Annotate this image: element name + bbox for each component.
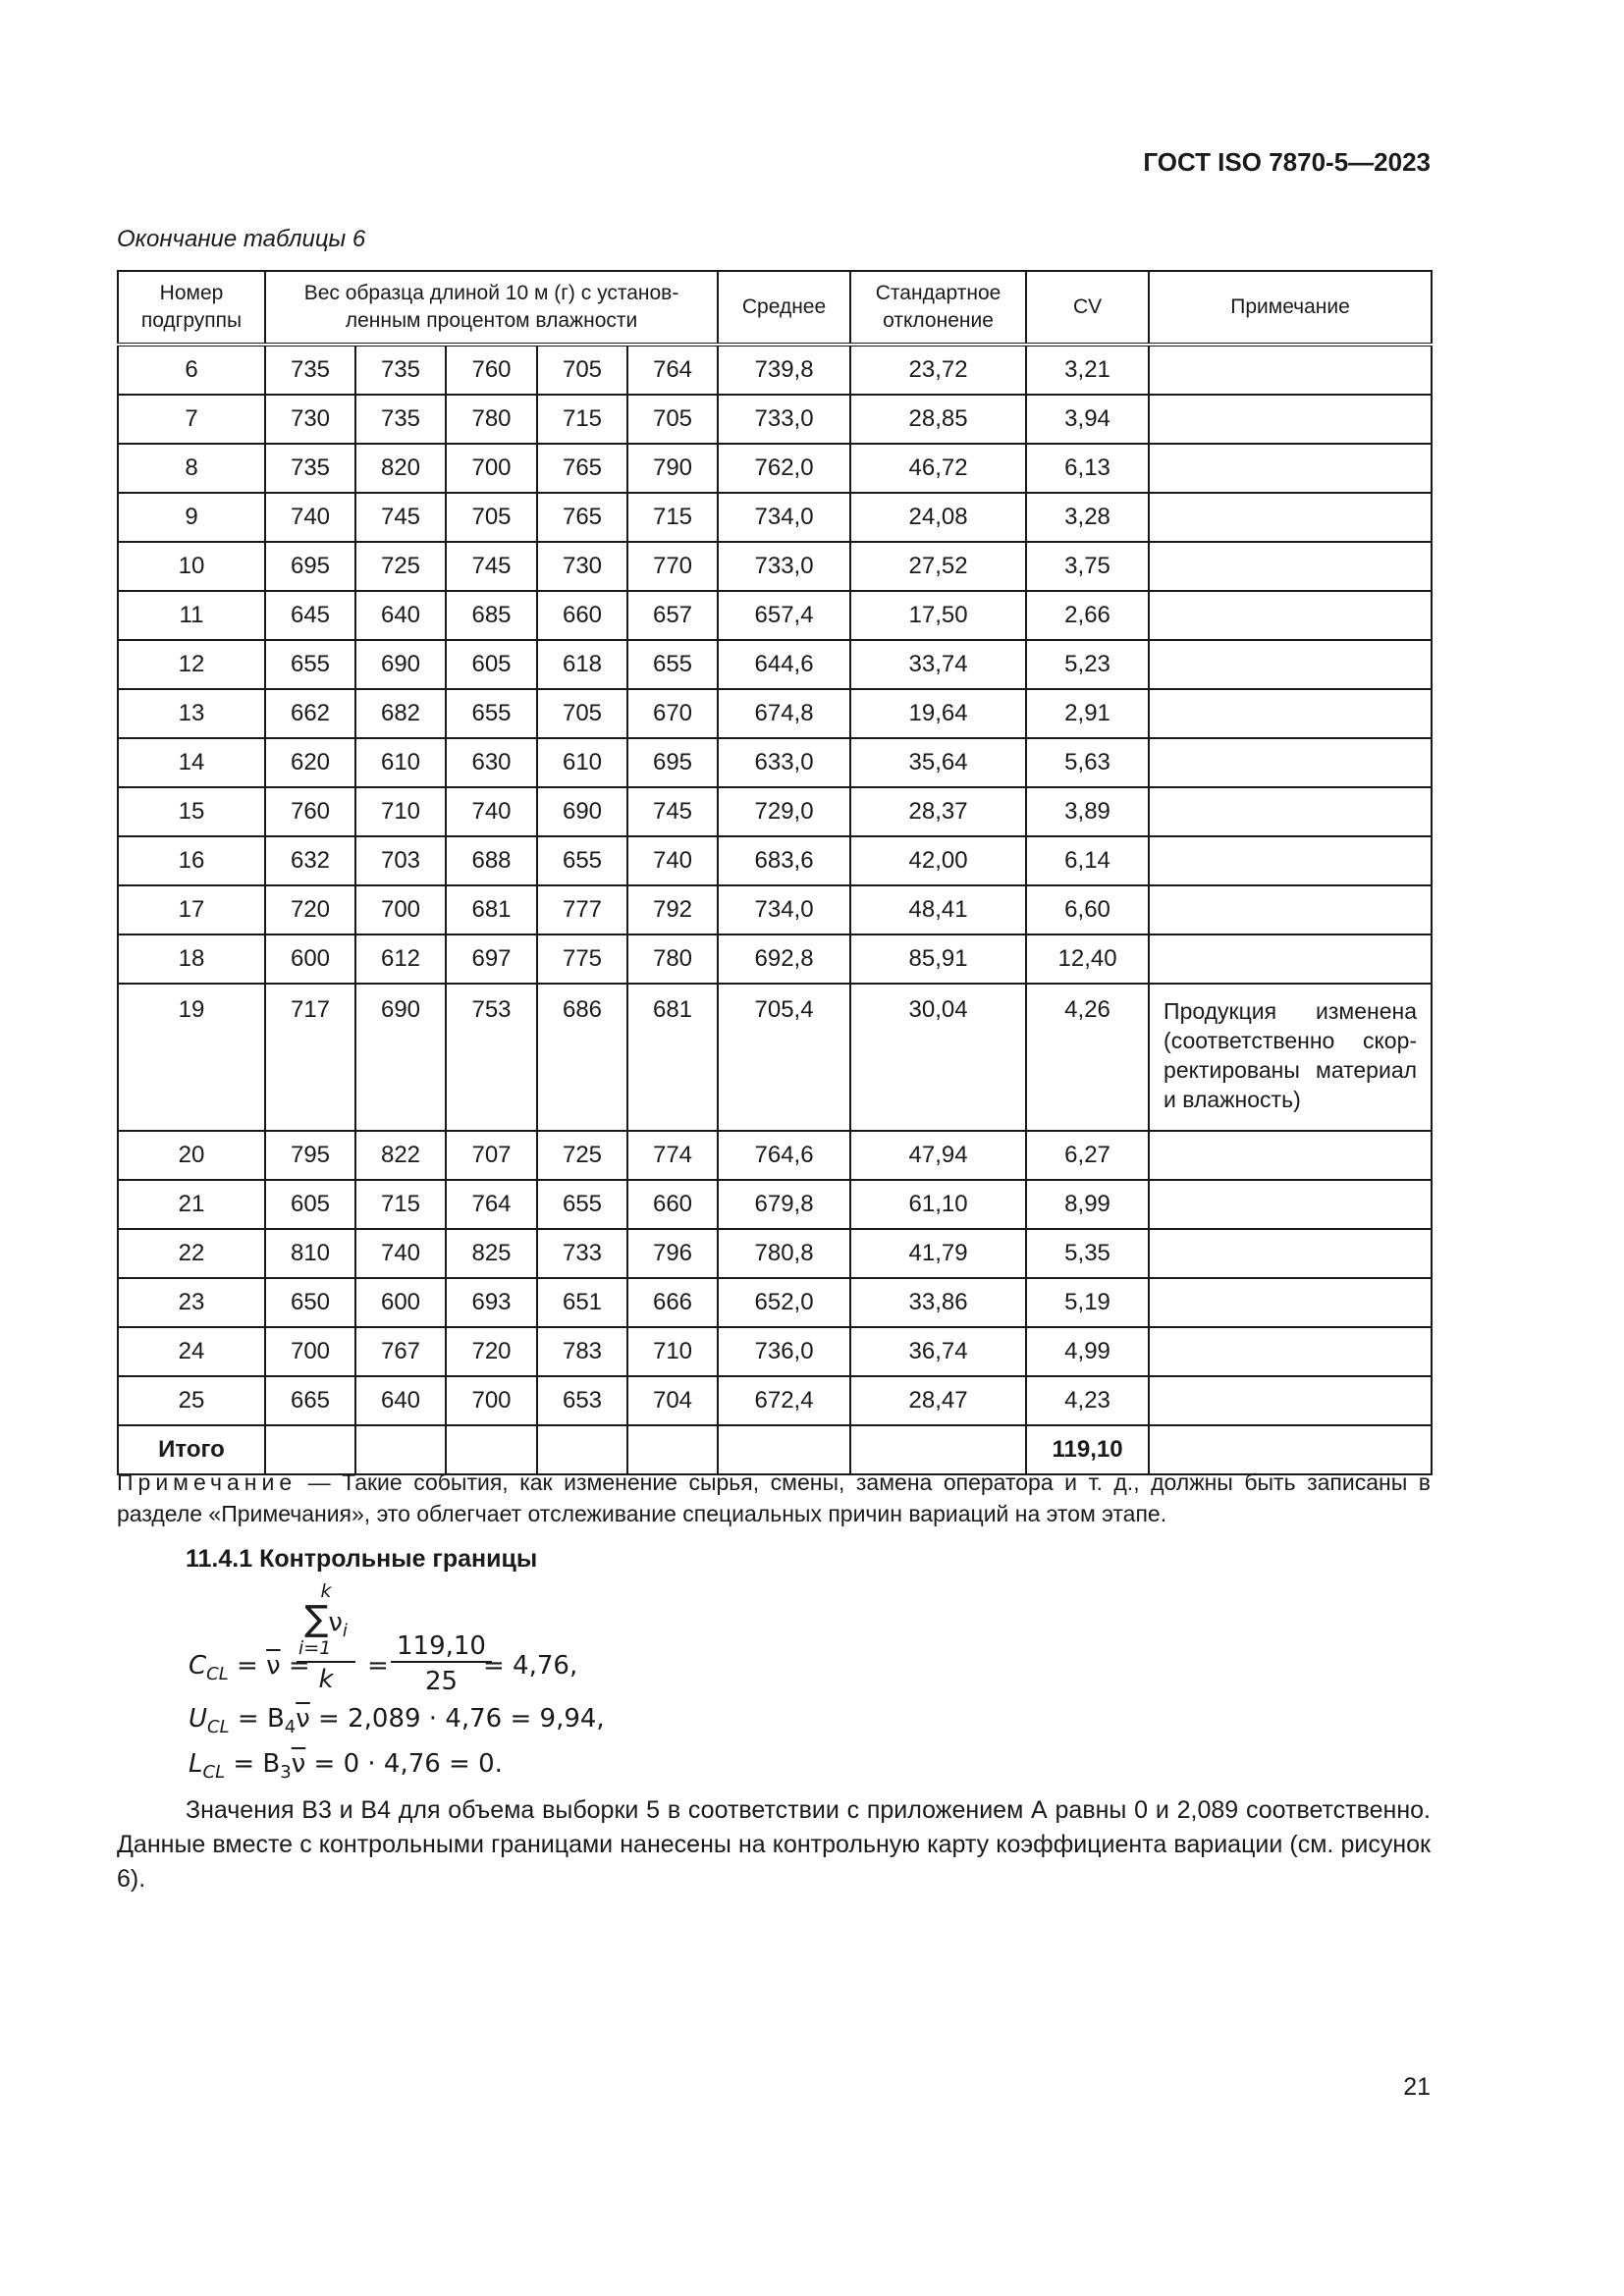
table-row bbox=[118, 738, 1432, 787]
cell-cv: 3,94 bbox=[1026, 395, 1149, 444]
cell-weight: 735 bbox=[265, 345, 355, 395]
cell-subgroup: 10 bbox=[118, 542, 265, 591]
ucl-sub: 4 bbox=[284, 1717, 297, 1738]
table-header-row bbox=[118, 271, 1432, 345]
sum-term: ν bbox=[328, 1608, 343, 1637]
frac-num: 119,10 bbox=[391, 1631, 492, 1663]
equals: = bbox=[237, 1651, 267, 1681]
cell-weight: 700 bbox=[446, 1376, 537, 1425]
note-label: Примечание bbox=[117, 1469, 298, 1495]
cell-weight: 705 bbox=[627, 395, 718, 444]
cell-weight: 770 bbox=[627, 542, 718, 591]
cell-note bbox=[1149, 542, 1432, 591]
cell-std: 61,10 bbox=[850, 1180, 1026, 1229]
cell-weight: 720 bbox=[446, 1327, 537, 1376]
cell-cv: 3,75 bbox=[1026, 542, 1149, 591]
cell-weight: 733 bbox=[537, 1229, 627, 1278]
cell-subgroup: 18 bbox=[118, 934, 265, 984]
cell-weight: 745 bbox=[355, 493, 446, 542]
note-text: — Такие события, как изменение сырья, смены, замена оператора и т. д., должны быть записаны в разделе «Примечания», это облегчает отслеживание специальных причин вариаций на этом этапе. bbox=[117, 1469, 1431, 1526]
cell-weight: 700 bbox=[265, 1327, 355, 1376]
cell-note bbox=[1149, 1278, 1432, 1327]
cell-subgroup: 25 bbox=[118, 1376, 265, 1425]
cell-weight: 618 bbox=[537, 640, 627, 689]
cell-cv: 2,91 bbox=[1026, 689, 1149, 738]
page-number: 21 bbox=[1403, 2073, 1431, 2101]
table-row bbox=[118, 444, 1432, 493]
cell-mean: 683,6 bbox=[718, 836, 850, 885]
cell-mean: 657,4 bbox=[718, 591, 850, 640]
cell-note bbox=[1149, 836, 1432, 885]
table-row bbox=[118, 1131, 1432, 1180]
cell-mean: 734,0 bbox=[718, 885, 850, 934]
cell-cv: 5,35 bbox=[1026, 1229, 1149, 1278]
cell-cv: 3,89 bbox=[1026, 787, 1149, 836]
table-row bbox=[118, 591, 1432, 640]
cell-weight: 715 bbox=[355, 1180, 446, 1229]
ucl-eq: = B bbox=[237, 1704, 285, 1734]
cell-std: 33,86 bbox=[850, 1278, 1026, 1327]
table-row bbox=[118, 493, 1432, 542]
table-row bbox=[118, 836, 1432, 885]
cell-weight: 745 bbox=[627, 787, 718, 836]
cell-cv: 6,27 bbox=[1026, 1131, 1149, 1180]
cell-weight: 697 bbox=[446, 934, 537, 984]
cell-weight: 774 bbox=[627, 1131, 718, 1180]
cell-weight: 666 bbox=[627, 1278, 718, 1327]
cell-note bbox=[1149, 591, 1432, 640]
cell-weight: 693 bbox=[446, 1278, 537, 1327]
cell-cv: 5,19 bbox=[1026, 1278, 1149, 1327]
cell-weight: 765 bbox=[537, 493, 627, 542]
cell-std: 46,72 bbox=[850, 444, 1026, 493]
lcl-rest: $\overline{\nu} = 0 \cdot 4,76 = 0$. bbox=[291, 1749, 503, 1779]
cell-weight: 760 bbox=[446, 345, 537, 395]
cell-cv: 5,63 bbox=[1026, 738, 1149, 787]
cell-note bbox=[1149, 1229, 1432, 1278]
cell-note bbox=[1149, 1131, 1432, 1180]
numeric-fraction bbox=[391, 1631, 492, 1696]
cell-mean: 672,4 bbox=[718, 1376, 850, 1425]
cell-note bbox=[1149, 444, 1432, 493]
lcl-eq: = B bbox=[233, 1749, 281, 1779]
header-mean: Среднее bbox=[718, 271, 850, 345]
sum-index: i bbox=[342, 1621, 348, 1642]
cell-weight: 707 bbox=[446, 1131, 537, 1180]
table-row bbox=[118, 345, 1432, 395]
cell-subgroup: 16 bbox=[118, 836, 265, 885]
cell-weight: 745 bbox=[446, 542, 537, 591]
cell-weight: 796 bbox=[627, 1229, 718, 1278]
cell-weight: 825 bbox=[446, 1229, 537, 1278]
cell-weight: 792 bbox=[627, 885, 718, 934]
cell-weight: 753 bbox=[446, 984, 537, 1131]
cell-mean: 692,8 bbox=[718, 934, 850, 984]
cell-note bbox=[1149, 787, 1432, 836]
cell-weight: 810 bbox=[265, 1229, 355, 1278]
header-note: Примечание bbox=[1149, 271, 1432, 345]
k-denominator: k bbox=[318, 1665, 334, 1694]
cell-weight: 777 bbox=[537, 885, 627, 934]
cell-weight: 740 bbox=[355, 1229, 446, 1278]
cell-weight: 740 bbox=[627, 836, 718, 885]
sum-bottom: i=1 bbox=[297, 1637, 355, 1663]
cell-cv: 5,23 bbox=[1026, 640, 1149, 689]
cell-weight: 740 bbox=[446, 787, 537, 836]
table-row bbox=[118, 1278, 1432, 1327]
cell-weight: 655 bbox=[446, 689, 537, 738]
cell-subgroup: 22 bbox=[118, 1229, 265, 1278]
cell-std: 41,79 bbox=[850, 1229, 1026, 1278]
cell-subgroup: 20 bbox=[118, 1131, 265, 1180]
cell-mean: 736,0 bbox=[718, 1327, 850, 1376]
table-row bbox=[118, 395, 1432, 444]
table-note bbox=[117, 1467, 1431, 1529]
cell-std: 36,74 bbox=[850, 1327, 1026, 1376]
cell-cv: 12,40 bbox=[1026, 934, 1149, 984]
cell-subgroup: 15 bbox=[118, 787, 265, 836]
cell-cv: 8,99 bbox=[1026, 1180, 1149, 1229]
nu-bar: $\overline{\nu}$ bbox=[266, 1651, 281, 1681]
cell-std: 28,47 bbox=[850, 1376, 1026, 1425]
cell-mean: 764,6 bbox=[718, 1131, 850, 1180]
cell-note bbox=[1149, 1376, 1432, 1425]
cell-weight: 600 bbox=[265, 934, 355, 984]
cell-weight: 795 bbox=[265, 1131, 355, 1180]
sigma-icon: ∑ bbox=[304, 1599, 329, 1639]
cell-weight: 820 bbox=[355, 444, 446, 493]
cl-symbol: C bbox=[189, 1651, 207, 1681]
cell-weight: 730 bbox=[537, 542, 627, 591]
cell-subgroup: 6 bbox=[118, 345, 265, 395]
cell-weight: 710 bbox=[627, 1327, 718, 1376]
cell-std: 42,00 bbox=[850, 836, 1026, 885]
header-subgroup: Номер подгруппы bbox=[118, 271, 265, 345]
cell-weight: 765 bbox=[537, 444, 627, 493]
ucl-rest: $\overline{\nu} = 2,089 \cdot 4,76 = 9,94$, bbox=[296, 1704, 605, 1734]
cell-weight: 720 bbox=[265, 885, 355, 934]
cell-weight: 690 bbox=[355, 640, 446, 689]
cell-weight: 710 bbox=[355, 787, 446, 836]
cell-weight: 686 bbox=[537, 984, 627, 1131]
cell-subgroup: 8 bbox=[118, 444, 265, 493]
cell-std: 33,74 bbox=[850, 640, 1026, 689]
cell-weight: 717 bbox=[265, 984, 355, 1131]
cell-weight: 735 bbox=[265, 444, 355, 493]
cell-weight: 780 bbox=[446, 395, 537, 444]
cell-weight: 653 bbox=[537, 1376, 627, 1425]
cell-subgroup: 21 bbox=[118, 1180, 265, 1229]
table-row bbox=[118, 542, 1432, 591]
cell-weight: 660 bbox=[627, 1180, 718, 1229]
cell-std: 24,08 bbox=[850, 493, 1026, 542]
cell-weight: 690 bbox=[355, 984, 446, 1131]
cell-weight: 760 bbox=[265, 787, 355, 836]
cell-note: Продукция изменена (соответственно скор-ректированы материал и влажность) bbox=[1149, 984, 1432, 1131]
table-row bbox=[118, 1376, 1432, 1425]
cell-std: 35,64 bbox=[850, 738, 1026, 787]
cell-weight: 695 bbox=[265, 542, 355, 591]
table-row bbox=[118, 689, 1432, 738]
cell-cv: 6,13 bbox=[1026, 444, 1149, 493]
cell-note bbox=[1149, 640, 1432, 689]
lcl-sub: 3 bbox=[280, 1762, 292, 1784]
cell-weight: 730 bbox=[265, 395, 355, 444]
cell-weight: 735 bbox=[355, 395, 446, 444]
cell-mean: 780,8 bbox=[718, 1229, 850, 1278]
cell-weight: 775 bbox=[537, 934, 627, 984]
cell-weight: 704 bbox=[627, 1376, 718, 1425]
body-paragraph: Значения B3 и B4 для объема выборки 5 в соответствии с приложением А равны 0 и 2,089 соответственно. Данные вместе с контрольными границами нанесены на контрольную карту коэффициента вариации (см. рисунок 6). bbox=[117, 1796, 1431, 1893]
cell-subgroup: 24 bbox=[118, 1327, 265, 1376]
cell-weight: 651 bbox=[537, 1278, 627, 1327]
cell-weight: 655 bbox=[537, 1180, 627, 1229]
cell-weight: 605 bbox=[446, 640, 537, 689]
cell-std: 28,85 bbox=[850, 395, 1026, 444]
cell-weight: 610 bbox=[355, 738, 446, 787]
cell-weight: 681 bbox=[446, 885, 537, 934]
cell-weight: 600 bbox=[355, 1278, 446, 1327]
cell-weight: 822 bbox=[355, 1131, 446, 1180]
cell-weight: 610 bbox=[537, 738, 627, 787]
cell-weight: 735 bbox=[355, 345, 446, 395]
cell-std: 48,41 bbox=[850, 885, 1026, 934]
cell-mean: 734,0 bbox=[718, 493, 850, 542]
cell-std: 28,37 bbox=[850, 787, 1026, 836]
cell-subgroup: 19 bbox=[118, 984, 265, 1131]
cell-cv: 3,28 bbox=[1026, 493, 1149, 542]
cell-cv: 4,99 bbox=[1026, 1327, 1149, 1376]
cell-weight: 665 bbox=[265, 1376, 355, 1425]
cell-weight: 783 bbox=[537, 1327, 627, 1376]
cell-std: 17,50 bbox=[850, 591, 1026, 640]
table-row bbox=[118, 984, 1432, 1131]
frac-den: 25 bbox=[424, 1667, 459, 1696]
cell-subgroup: 9 bbox=[118, 493, 265, 542]
cell-note bbox=[1149, 1180, 1432, 1229]
cell-weight: 640 bbox=[355, 591, 446, 640]
cell-weight: 690 bbox=[537, 787, 627, 836]
cell-weight: 657 bbox=[627, 591, 718, 640]
total-cv: 119,10 bbox=[1026, 1425, 1149, 1474]
cell-weight: 655 bbox=[265, 640, 355, 689]
cell-mean: 633,0 bbox=[718, 738, 850, 787]
table-row bbox=[118, 885, 1432, 934]
cell-weight: 780 bbox=[627, 934, 718, 984]
header-cv: CV bbox=[1026, 271, 1149, 345]
cell-weight: 632 bbox=[265, 836, 355, 885]
header-std: Стандартное отклонение bbox=[850, 271, 1026, 345]
cell-weight: 650 bbox=[265, 1278, 355, 1327]
cell-weight: 681 bbox=[627, 984, 718, 1131]
cell-subgroup: 23 bbox=[118, 1278, 265, 1327]
cl-result: = 4,76, bbox=[483, 1651, 578, 1681]
cell-weight: 620 bbox=[265, 738, 355, 787]
cell-mean: 729,0 bbox=[718, 787, 850, 836]
cell-weight: 640 bbox=[355, 1376, 446, 1425]
cell-weight: 682 bbox=[355, 689, 446, 738]
cell-note bbox=[1149, 738, 1432, 787]
cell-mean: 762,0 bbox=[718, 444, 850, 493]
cell-cv: 6,60 bbox=[1026, 885, 1149, 934]
cell-weight: 725 bbox=[537, 1131, 627, 1180]
table-row bbox=[118, 1229, 1432, 1278]
sum-fraction bbox=[297, 1580, 355, 1694]
cell-note bbox=[1149, 934, 1432, 984]
cell-cv: 4,23 bbox=[1026, 1376, 1149, 1425]
cell-mean: 644,6 bbox=[718, 640, 850, 689]
cell-weight: 700 bbox=[446, 444, 537, 493]
cell-weight: 670 bbox=[627, 689, 718, 738]
cell-cv: 4,26 bbox=[1026, 984, 1149, 1131]
cell-subgroup: 7 bbox=[118, 395, 265, 444]
cell-note bbox=[1149, 689, 1432, 738]
cell-weight: 688 bbox=[446, 836, 537, 885]
cell-std: 85,91 bbox=[850, 934, 1026, 984]
cell-note bbox=[1149, 1327, 1432, 1376]
cell-weight: 660 bbox=[537, 591, 627, 640]
cell-weight: 630 bbox=[446, 738, 537, 787]
table-caption: Окончание таблицы 6 bbox=[117, 226, 366, 252]
cell-cv: 3,21 bbox=[1026, 345, 1149, 395]
cell-subgroup: 14 bbox=[118, 738, 265, 787]
table-row bbox=[118, 1180, 1432, 1229]
cell-std: 47,94 bbox=[850, 1131, 1026, 1180]
cell-subgroup: 12 bbox=[118, 640, 265, 689]
cell-weight: 740 bbox=[265, 493, 355, 542]
cell-weight: 715 bbox=[627, 493, 718, 542]
cell-weight: 655 bbox=[627, 640, 718, 689]
cell-mean: 705,4 bbox=[718, 984, 850, 1131]
cell-weight: 764 bbox=[446, 1180, 537, 1229]
table-row bbox=[118, 787, 1432, 836]
cell-cv: 6,14 bbox=[1026, 836, 1149, 885]
cell-note bbox=[1149, 395, 1432, 444]
cell-mean: 733,0 bbox=[718, 542, 850, 591]
equals-2: = bbox=[367, 1651, 389, 1681]
cell-mean: 739,8 bbox=[718, 345, 850, 395]
cell-note bbox=[1149, 885, 1432, 934]
cell-weight: 695 bbox=[627, 738, 718, 787]
data-table bbox=[117, 270, 1433, 1475]
total-label: Итого bbox=[118, 1425, 265, 1474]
cell-cv: 2,66 bbox=[1026, 591, 1149, 640]
cell-weight: 612 bbox=[355, 934, 446, 984]
cell-note bbox=[1149, 493, 1432, 542]
formula-lcl: $L_{CL} = B_3\overline{\nu} = 0 \cdot 4,76 = 0$. bbox=[189, 1749, 503, 1784]
table-row bbox=[118, 640, 1432, 689]
cell-std: 30,04 bbox=[850, 984, 1026, 1131]
cell-weight: 715 bbox=[537, 395, 627, 444]
cell-note bbox=[1149, 345, 1432, 395]
cell-weight: 705 bbox=[446, 493, 537, 542]
cell-weight: 662 bbox=[265, 689, 355, 738]
cell-weight: 705 bbox=[537, 345, 627, 395]
cell-weight: 725 bbox=[355, 542, 446, 591]
cell-weight: 705 bbox=[537, 689, 627, 738]
formula-ucl: $U_{CL} = B_4\overline{\nu} = 2,089 \cdot 4,76 = 9,94$, bbox=[189, 1704, 605, 1738]
cell-std: 27,52 bbox=[850, 542, 1026, 591]
document-code: ГОСТ ISO 7870-5—2023 bbox=[1143, 147, 1431, 177]
table-row bbox=[118, 934, 1432, 984]
cell-weight: 700 bbox=[355, 885, 446, 934]
cell-mean: 652,0 bbox=[718, 1278, 850, 1327]
sum-top: k bbox=[320, 1580, 332, 1602]
cell-std: 23,72 bbox=[850, 345, 1026, 395]
cell-weight: 703 bbox=[355, 836, 446, 885]
cell-subgroup: 13 bbox=[118, 689, 265, 738]
table-row bbox=[118, 1327, 1432, 1376]
header-weight: Вес образца длиной 10 м (г) с установ-ленным процентом влажности bbox=[265, 271, 718, 345]
cl-subscript: CL bbox=[206, 1664, 229, 1685]
cell-weight: 655 bbox=[537, 836, 627, 885]
cell-mean: 674,8 bbox=[718, 689, 850, 738]
section-title: 11.4.1 Контрольные границы bbox=[186, 1545, 538, 1573]
cell-weight: 764 bbox=[627, 345, 718, 395]
cell-std: 19,64 bbox=[850, 689, 1026, 738]
cell-mean: 733,0 bbox=[718, 395, 850, 444]
cell-weight: 790 bbox=[627, 444, 718, 493]
cell-weight: 645 bbox=[265, 591, 355, 640]
cell-subgroup: 17 bbox=[118, 885, 265, 934]
cell-weight: 767 bbox=[355, 1327, 446, 1376]
cell-subgroup: 11 bbox=[118, 591, 265, 640]
cell-weight: 605 bbox=[265, 1180, 355, 1229]
cell-mean: 679,8 bbox=[718, 1180, 850, 1229]
cell-weight: 685 bbox=[446, 591, 537, 640]
